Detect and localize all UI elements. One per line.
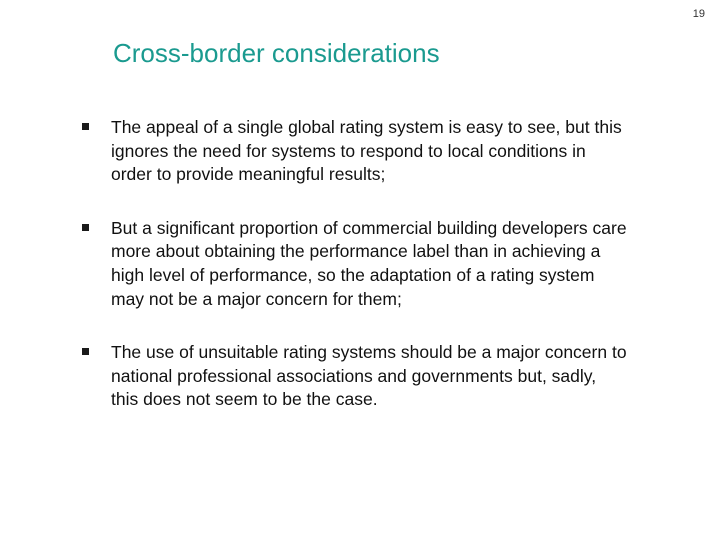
page-number: 19 bbox=[692, 8, 705, 20]
bullet-text bbox=[111, 116, 671, 187]
bullet-text bbox=[111, 217, 671, 311]
square-bullet-icon bbox=[82, 224, 89, 231]
bullet-list bbox=[0, 116, 720, 442]
square-bullet-icon bbox=[82, 348, 89, 355]
bullet-line: more about obtaining the performance label than in achieving a bbox=[111, 241, 601, 262]
bullet-line: ignores the need for systems to respond to local conditions in bbox=[111, 140, 586, 161]
bullet-line: may not be a major concern for them; bbox=[111, 288, 402, 309]
bullet-item bbox=[0, 217, 720, 311]
bullet-line: order to provide meaningful results; bbox=[111, 164, 386, 185]
bullet-line: But a significant proportion of commercial building developers care bbox=[111, 217, 627, 238]
slide-title: Cross-border considerations bbox=[113, 38, 440, 68]
square-bullet-icon bbox=[82, 123, 89, 130]
bullet-item bbox=[0, 341, 720, 412]
bullet-line: national professional associations and governments but, sadly, bbox=[111, 365, 597, 386]
bullet-text bbox=[111, 341, 671, 412]
bullet-item bbox=[0, 116, 720, 187]
bullet-line: this does not seem to be the case. bbox=[111, 389, 378, 410]
bullet-line: The appeal of a single global rating system is easy to see, but this bbox=[111, 117, 622, 137]
bullet-line: The use of unsuitable rating systems should be a major concern to bbox=[111, 342, 627, 363]
bullet-line: high level of performance, so the adaptation of a rating system bbox=[111, 264, 595, 285]
